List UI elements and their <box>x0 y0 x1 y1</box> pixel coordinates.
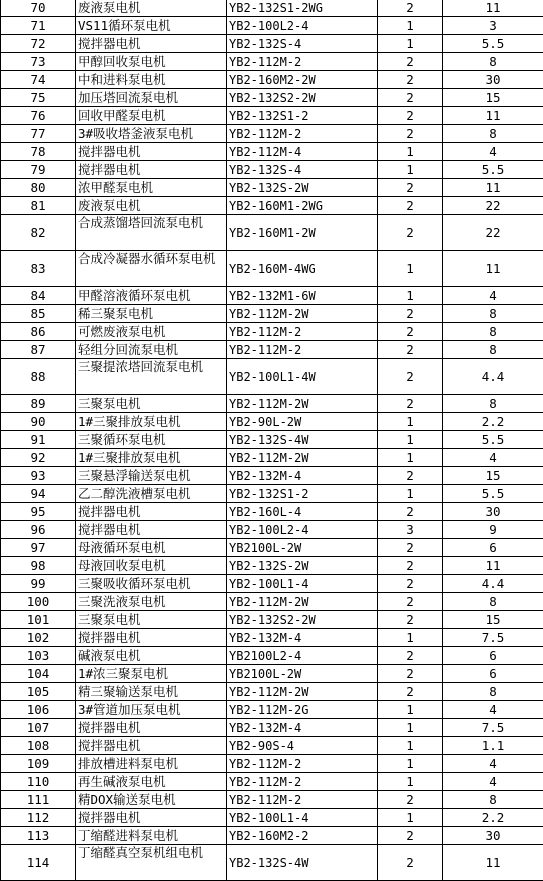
quantity-cell[interactable]: 1 <box>378 449 443 467</box>
power-kw-cell[interactable]: 30 <box>443 827 543 845</box>
equipment-name-cell[interactable]: 丁缩醛进料泵电机 <box>76 827 227 845</box>
motor-model-cell[interactable]: YB2-100L1-4 <box>227 575 378 593</box>
row-number-cell[interactable]: 73 <box>1 53 76 71</box>
quantity-cell[interactable]: 2 <box>378 179 443 197</box>
quantity-cell[interactable]: 1 <box>378 701 443 719</box>
power-kw-cell[interactable]: 7.5 <box>443 629 543 647</box>
quantity-cell[interactable]: 1 <box>378 755 443 773</box>
quantity-cell[interactable]: 2 <box>378 359 443 395</box>
table-row[interactable] <box>1 809 543 827</box>
power-kw-cell[interactable]: 6 <box>443 539 543 557</box>
equipment-name-cell[interactable]: 轻组分回流泵电机 <box>76 341 227 359</box>
row-number-cell[interactable]: 90 <box>1 413 76 431</box>
equipment-name-cell[interactable]: 三聚悬浮输送泵电机 <box>76 467 227 485</box>
table-row[interactable] <box>1 719 543 737</box>
equipment-name-cell[interactable]: 母液回收泵电机 <box>76 557 227 575</box>
motor-model-cell[interactable]: YB2-100L1-4W <box>227 359 378 395</box>
equipment-name-cell[interactable]: 1#浓三聚泵电机 <box>76 665 227 683</box>
equipment-name-cell[interactable]: 加压塔回流泵电机 <box>76 89 227 107</box>
motor-model-cell[interactable]: YB2-132S-4W <box>227 845 378 881</box>
table-row[interactable] <box>1 629 543 647</box>
quantity-cell[interactable]: 2 <box>378 0 443 17</box>
row-number-cell[interactable]: 96 <box>1 521 76 539</box>
equipment-name-cell[interactable]: 再生碱液泵电机 <box>76 773 227 791</box>
power-kw-cell[interactable]: 4 <box>443 287 543 305</box>
row-number-cell[interactable]: 110 <box>1 773 76 791</box>
quantity-cell[interactable]: 2 <box>378 791 443 809</box>
power-kw-cell[interactable]: 8 <box>443 395 543 413</box>
power-kw-cell[interactable]: 6 <box>443 647 543 665</box>
equipment-name-cell[interactable]: 搅拌器电机 <box>76 809 227 827</box>
power-kw-cell[interactable]: 4 <box>443 755 543 773</box>
power-kw-cell[interactable]: 30 <box>443 503 543 521</box>
motor-model-cell[interactable]: YB2-100L2-4 <box>227 17 378 35</box>
equipment-name-cell[interactable]: 3#管道加压泵电机 <box>76 701 227 719</box>
equipment-name-cell[interactable]: 可燃废液泵电机 <box>76 323 227 341</box>
power-kw-cell[interactable]: 4.4 <box>443 575 543 593</box>
quantity-cell[interactable]: 1 <box>378 161 443 179</box>
equipment-name-cell[interactable]: 3#吸收塔釜液泵电机 <box>76 125 227 143</box>
equipment-name-cell[interactable]: 1#三聚排放泵电机 <box>76 449 227 467</box>
quantity-cell[interactable]: 2 <box>378 197 443 215</box>
quantity-cell[interactable]: 1 <box>378 17 443 35</box>
equipment-name-cell[interactable]: 精三聚输送泵电机 <box>76 683 227 701</box>
row-number-cell[interactable]: 114 <box>1 845 76 881</box>
table-row[interactable] <box>1 0 543 17</box>
row-number-cell[interactable]: 103 <box>1 647 76 665</box>
row-number-cell[interactable]: 76 <box>1 107 76 125</box>
table-row[interactable] <box>1 773 543 791</box>
power-kw-cell[interactable]: 8 <box>443 593 543 611</box>
table-row[interactable] <box>1 179 543 197</box>
motor-model-cell[interactable]: YB2-112M-2 <box>227 125 378 143</box>
equipment-name-cell[interactable]: 废液泵电机 <box>76 197 227 215</box>
motor-model-cell[interactable]: YB2-132S1-2WG <box>227 0 378 17</box>
power-kw-cell[interactable]: 11 <box>443 107 543 125</box>
equipment-name-cell[interactable]: 三聚循环泵电机 <box>76 431 227 449</box>
motor-model-cell[interactable]: YB2-132S2-2W <box>227 89 378 107</box>
motor-model-cell[interactable]: YB2-160M1-2WG <box>227 197 378 215</box>
table-row[interactable] <box>1 71 543 89</box>
motor-model-cell[interactable]: YB2-132S-2W <box>227 179 378 197</box>
row-number-cell[interactable]: 99 <box>1 575 76 593</box>
equipment-name-cell[interactable]: VS11循环泵电机 <box>76 17 227 35</box>
row-number-cell[interactable]: 84 <box>1 287 76 305</box>
equipment-name-cell[interactable]: 稀三聚泵电机 <box>76 305 227 323</box>
power-kw-cell[interactable]: 4 <box>443 773 543 791</box>
power-kw-cell[interactable]: 15 <box>443 467 543 485</box>
quantity-cell[interactable]: 2 <box>378 665 443 683</box>
motor-model-cell[interactable]: YB2-100L2-4 <box>227 521 378 539</box>
row-number-cell[interactable]: 88 <box>1 359 76 395</box>
quantity-cell[interactable]: 2 <box>378 125 443 143</box>
power-kw-cell[interactable]: 8 <box>443 125 543 143</box>
quantity-cell[interactable]: 2 <box>378 89 443 107</box>
motor-model-cell[interactable]: YB2-112M-2 <box>227 791 378 809</box>
power-kw-cell[interactable]: 30 <box>443 71 543 89</box>
equipment-name-cell[interactable]: 合成冷凝器水循环泵电机 <box>76 251 227 287</box>
quantity-cell[interactable]: 2 <box>378 647 443 665</box>
quantity-cell[interactable]: 1 <box>378 413 443 431</box>
power-kw-cell[interactable]: 15 <box>443 611 543 629</box>
motor-model-cell[interactable]: YB2-160M2-2 <box>227 827 378 845</box>
power-kw-cell[interactable]: 8 <box>443 53 543 71</box>
table-row[interactable] <box>1 251 543 287</box>
table-row[interactable] <box>1 557 543 575</box>
row-number-cell[interactable]: 95 <box>1 503 76 521</box>
motor-model-cell[interactable]: YB2-132S-2W <box>227 557 378 575</box>
table-row[interactable] <box>1 197 543 215</box>
row-number-cell[interactable]: 72 <box>1 35 76 53</box>
equipment-name-cell[interactable]: 精DOX输送泵电机 <box>76 791 227 809</box>
power-kw-cell[interactable]: 5.5 <box>443 431 543 449</box>
row-number-cell[interactable]: 92 <box>1 449 76 467</box>
power-kw-cell[interactable]: 5.5 <box>443 485 543 503</box>
row-number-cell[interactable]: 93 <box>1 467 76 485</box>
row-number-cell[interactable]: 87 <box>1 341 76 359</box>
table-row[interactable] <box>1 683 543 701</box>
power-kw-cell[interactable]: 2.2 <box>443 413 543 431</box>
table-row[interactable] <box>1 161 543 179</box>
quantity-cell[interactable]: 1 <box>378 737 443 755</box>
equipment-name-cell[interactable]: 搅拌器电机 <box>76 161 227 179</box>
row-number-cell[interactable]: 112 <box>1 809 76 827</box>
motor-model-cell[interactable]: YB2-160M-4WG <box>227 251 378 287</box>
table-row[interactable] <box>1 323 543 341</box>
row-number-cell[interactable]: 109 <box>1 755 76 773</box>
table-row[interactable] <box>1 485 543 503</box>
equipment-name-cell[interactable]: 三聚泵电机 <box>76 395 227 413</box>
row-number-cell[interactable]: 83 <box>1 251 76 287</box>
power-kw-cell[interactable]: 9 <box>443 521 543 539</box>
quantity-cell[interactable]: 3 <box>378 521 443 539</box>
quantity-cell[interactable]: 2 <box>378 215 443 251</box>
motor-model-cell[interactable]: YB2-112M-2 <box>227 755 378 773</box>
equipment-name-cell[interactable]: 搅拌器电机 <box>76 629 227 647</box>
row-number-cell[interactable]: 100 <box>1 593 76 611</box>
table-row[interactable] <box>1 17 543 35</box>
table-row[interactable] <box>1 647 543 665</box>
motor-model-cell[interactable]: YB2-112M-2 <box>227 773 378 791</box>
motor-model-cell[interactable]: YB2-132M-4 <box>227 629 378 647</box>
equipment-name-cell[interactable]: 搅拌器电机 <box>76 737 227 755</box>
power-kw-cell[interactable]: 2.2 <box>443 809 543 827</box>
motor-model-cell[interactable]: YB2100L-2W <box>227 539 378 557</box>
row-number-cell[interactable]: 97 <box>1 539 76 557</box>
row-number-cell[interactable]: 85 <box>1 305 76 323</box>
motor-model-cell[interactable]: YB2-132S-4 <box>227 35 378 53</box>
row-number-cell[interactable]: 113 <box>1 827 76 845</box>
row-number-cell[interactable]: 89 <box>1 395 76 413</box>
quantity-cell[interactable]: 2 <box>378 611 443 629</box>
equipment-name-cell[interactable]: 甲醇回收泵电机 <box>76 53 227 71</box>
row-number-cell[interactable]: 74 <box>1 71 76 89</box>
motor-model-cell[interactable]: YB2-132M-4 <box>227 467 378 485</box>
motor-model-cell[interactable]: YB2100L2-4 <box>227 647 378 665</box>
quantity-cell[interactable]: 1 <box>378 143 443 161</box>
motor-model-cell[interactable]: YB2-112M-2 <box>227 341 378 359</box>
quantity-cell[interactable]: 2 <box>378 305 443 323</box>
power-kw-cell[interactable]: 8 <box>443 791 543 809</box>
equipment-name-cell[interactable]: 丁缩醛真空泵机组电机 <box>76 845 227 881</box>
power-kw-cell[interactable]: 8 <box>443 305 543 323</box>
quantity-cell[interactable]: 2 <box>378 107 443 125</box>
motor-model-cell[interactable]: YB2-160L-4 <box>227 503 378 521</box>
power-kw-cell[interactable]: 4 <box>443 449 543 467</box>
equipment-name-cell[interactable]: 废液泵电机 <box>76 0 227 17</box>
motor-model-cell[interactable]: YB2-112M-4 <box>227 143 378 161</box>
table-row[interactable] <box>1 791 543 809</box>
equipment-name-cell[interactable]: 排放槽进料泵电机 <box>76 755 227 773</box>
row-number-cell[interactable]: 77 <box>1 125 76 143</box>
table-row[interactable] <box>1 143 543 161</box>
table-row[interactable] <box>1 665 543 683</box>
power-kw-cell[interactable]: 11 <box>443 179 543 197</box>
equipment-name-cell[interactable]: 搅拌器电机 <box>76 143 227 161</box>
power-kw-cell[interactable]: 11 <box>443 557 543 575</box>
row-number-cell[interactable]: 71 <box>1 17 76 35</box>
motor-model-cell[interactable]: YB2-112M-2 <box>227 53 378 71</box>
power-kw-cell[interactable]: 22 <box>443 197 543 215</box>
row-number-cell[interactable]: 94 <box>1 485 76 503</box>
motor-model-cell[interactable]: YB2-132M-4 <box>227 719 378 737</box>
quantity-cell[interactable]: 2 <box>378 575 443 593</box>
motor-model-cell[interactable]: YB2-132S-4 <box>227 161 378 179</box>
row-number-cell[interactable]: 86 <box>1 323 76 341</box>
table-row[interactable] <box>1 341 543 359</box>
equipment-name-cell[interactable]: 回收甲醛泵电机 <box>76 107 227 125</box>
motor-model-cell[interactable]: YB2-112M-2G <box>227 701 378 719</box>
table-row[interactable] <box>1 755 543 773</box>
table-row[interactable] <box>1 845 543 881</box>
quantity-cell[interactable]: 1 <box>378 35 443 53</box>
equipment-name-cell[interactable]: 三聚提浓塔回流泵电机 <box>76 359 227 395</box>
row-number-cell[interactable]: 106 <box>1 701 76 719</box>
quantity-cell[interactable]: 2 <box>378 827 443 845</box>
power-kw-cell[interactable]: 8 <box>443 323 543 341</box>
table-row[interactable] <box>1 35 543 53</box>
motor-model-cell[interactable]: YB2-112M-2W <box>227 593 378 611</box>
quantity-cell[interactable]: 1 <box>378 773 443 791</box>
motor-model-cell[interactable]: YB2-112M-2W <box>227 449 378 467</box>
table-row[interactable] <box>1 89 543 107</box>
row-number-cell[interactable]: 111 <box>1 791 76 809</box>
power-kw-cell[interactable]: 5.5 <box>443 161 543 179</box>
power-kw-cell[interactable]: 8 <box>443 341 543 359</box>
motor-table-body <box>1 0 543 881</box>
table-row[interactable] <box>1 413 543 431</box>
power-kw-cell[interactable]: 11 <box>443 845 543 881</box>
power-kw-cell[interactable]: 15 <box>443 89 543 107</box>
power-kw-cell[interactable]: 4 <box>443 143 543 161</box>
row-number-cell[interactable]: 91 <box>1 431 76 449</box>
power-kw-cell[interactable]: 4.4 <box>443 359 543 395</box>
power-kw-cell[interactable]: 7.5 <box>443 719 543 737</box>
power-kw-cell[interactable]: 6 <box>443 665 543 683</box>
equipment-name-cell[interactable]: 母液循环泵电机 <box>76 539 227 557</box>
row-number-cell[interactable]: 82 <box>1 215 76 251</box>
equipment-name-cell[interactable]: 乙二醇洗液槽泵电机 <box>76 485 227 503</box>
row-number-cell[interactable]: 108 <box>1 737 76 755</box>
motor-model-cell[interactable]: YB2-100L1-4 <box>227 809 378 827</box>
quantity-cell[interactable]: 1 <box>378 719 443 737</box>
row-number-cell[interactable]: 102 <box>1 629 76 647</box>
quantity-cell[interactable]: 2 <box>378 845 443 881</box>
motor-model-cell[interactable]: YB2100L-2W <box>227 665 378 683</box>
row-number-cell[interactable]: 105 <box>1 683 76 701</box>
motor-model-cell[interactable]: YB2-112M-2W <box>227 305 378 323</box>
row-number-cell[interactable]: 81 <box>1 197 76 215</box>
table-row[interactable] <box>1 107 543 125</box>
motor-model-cell[interactable]: YB2-112M-2 <box>227 323 378 341</box>
motor-model-cell[interactable]: YB2-132S1-2 <box>227 485 378 503</box>
equipment-name-cell[interactable]: 1#三聚排放泵电机 <box>76 413 227 431</box>
motor-model-cell[interactable]: YB2-112M-2W <box>227 395 378 413</box>
equipment-name-cell[interactable]: 搅拌器电机 <box>76 503 227 521</box>
table-row[interactable] <box>1 611 543 629</box>
equipment-name-cell[interactable]: 三聚泵电机 <box>76 611 227 629</box>
quantity-cell[interactable]: 1 <box>378 629 443 647</box>
equipment-name-cell[interactable]: 搅拌器电机 <box>76 521 227 539</box>
table-row[interactable] <box>1 701 543 719</box>
table-row[interactable] <box>1 53 543 71</box>
motor-model-cell[interactable]: YB2-132M1-6W <box>227 287 378 305</box>
table-row[interactable] <box>1 503 543 521</box>
table-row[interactable] <box>1 305 543 323</box>
table-row[interactable] <box>1 287 543 305</box>
motor-model-cell[interactable]: YB2-112M-2W <box>227 683 378 701</box>
row-number-cell[interactable]: 80 <box>1 179 76 197</box>
power-kw-cell[interactable]: 11 <box>443 0 543 17</box>
row-number-cell[interactable]: 75 <box>1 89 76 107</box>
equipment-name-cell[interactable]: 搅拌器电机 <box>76 35 227 53</box>
table-row[interactable] <box>1 215 543 251</box>
equipment-name-cell[interactable]: 搅拌器电机 <box>76 719 227 737</box>
equipment-name-cell[interactable]: 碱液泵电机 <box>76 647 227 665</box>
quantity-cell[interactable]: 1 <box>378 287 443 305</box>
motor-model-cell[interactable]: YB2-90S-4 <box>227 737 378 755</box>
row-number-cell[interactable]: 70 <box>1 0 76 17</box>
quantity-cell[interactable]: 1 <box>378 431 443 449</box>
table-row[interactable] <box>1 521 543 539</box>
table-row[interactable] <box>1 539 543 557</box>
equipment-name-cell[interactable]: 合成蒸馏塔回流泵电机 <box>76 215 227 251</box>
row-number-cell[interactable]: 98 <box>1 557 76 575</box>
quantity-cell[interactable]: 2 <box>378 323 443 341</box>
quantity-cell[interactable]: 2 <box>378 71 443 89</box>
row-number-cell[interactable]: 107 <box>1 719 76 737</box>
row-number-cell[interactable]: 101 <box>1 611 76 629</box>
equipment-name-cell[interactable]: 甲醛溶液循环泵电机 <box>76 287 227 305</box>
table-row[interactable] <box>1 593 543 611</box>
row-number-cell[interactable]: 78 <box>1 143 76 161</box>
table-row[interactable] <box>1 431 543 449</box>
quantity-cell[interactable]: 1 <box>378 485 443 503</box>
quantity-cell[interactable]: 2 <box>378 593 443 611</box>
table-row[interactable] <box>1 395 543 413</box>
power-kw-cell[interactable]: 5.5 <box>443 35 543 53</box>
power-kw-cell[interactable]: 4 <box>443 701 543 719</box>
equipment-name-cell[interactable]: 三聚吸收循环泵电机 <box>76 575 227 593</box>
equipment-name-cell[interactable]: 中和进料泵电机 <box>76 71 227 89</box>
quantity-cell[interactable]: 2 <box>378 539 443 557</box>
table-row[interactable] <box>1 737 543 755</box>
quantity-cell[interactable]: 2 <box>378 53 443 71</box>
quantity-cell[interactable]: 2 <box>378 557 443 575</box>
table-row[interactable] <box>1 827 543 845</box>
quantity-cell[interactable]: 2 <box>378 395 443 413</box>
power-kw-cell[interactable]: 3 <box>443 17 543 35</box>
motor-model-cell[interactable]: YB2-160M1-2W <box>227 215 378 251</box>
quantity-cell[interactable]: 1 <box>378 251 443 287</box>
power-kw-cell[interactable]: 22 <box>443 215 543 251</box>
quantity-cell[interactable]: 1 <box>378 809 443 827</box>
table-row[interactable] <box>1 449 543 467</box>
equipment-name-cell[interactable]: 浓甲醛泵电机 <box>76 179 227 197</box>
quantity-cell[interactable]: 2 <box>378 467 443 485</box>
table-row[interactable] <box>1 125 543 143</box>
motor-model-cell[interactable]: YB2-160M2-2W <box>227 71 378 89</box>
power-kw-cell[interactable]: 8 <box>443 683 543 701</box>
row-number-cell[interactable]: 104 <box>1 665 76 683</box>
power-kw-cell[interactable]: 11 <box>443 251 543 287</box>
motor-model-cell[interactable]: YB2-132S2-2W <box>227 611 378 629</box>
quantity-cell[interactable]: 2 <box>378 683 443 701</box>
motor-model-cell[interactable]: YB2-132S1-2 <box>227 107 378 125</box>
equipment-name-cell[interactable]: 三聚洗液泵电机 <box>76 593 227 611</box>
power-kw-cell[interactable]: 1.1 <box>443 737 543 755</box>
quantity-cell[interactable]: 2 <box>378 341 443 359</box>
table-row[interactable] <box>1 359 543 395</box>
motor-model-cell[interactable]: YB2-132S-4W <box>227 431 378 449</box>
table-row[interactable] <box>1 467 543 485</box>
row-number-cell[interactable]: 79 <box>1 161 76 179</box>
motor-model-cell[interactable]: YB2-90L-2W <box>227 413 378 431</box>
quantity-cell[interactable]: 2 <box>378 503 443 521</box>
table-row[interactable] <box>1 575 543 593</box>
